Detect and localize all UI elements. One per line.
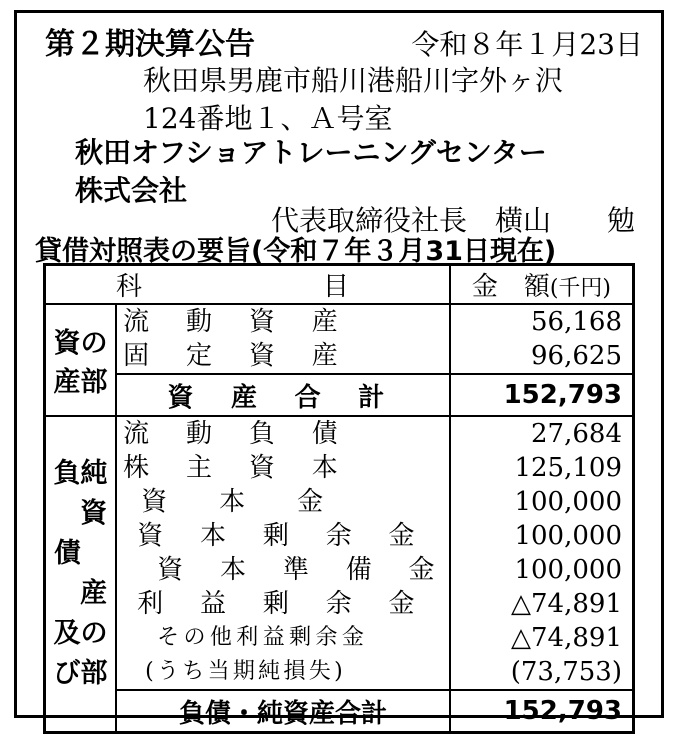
list-item: 株 主 資 本: [123, 453, 352, 483]
liabilities-amounts: [450, 416, 634, 690]
subject-header-2: 目: [322, 272, 349, 302]
amount-value: (73,753): [510, 657, 622, 687]
balance-sheet-title: 貸借対照表の要旨(令和７年３月31日現在): [35, 236, 557, 267]
list-item: 利 益 剰 余 金: [137, 589, 429, 619]
amount-unit: (千円): [549, 276, 612, 301]
liab-category-line-3: 債: [54, 538, 81, 569]
liabilities-category: [45, 416, 117, 733]
balance-sheet-table: [43, 263, 635, 734]
address-line-2: 124番地１、Ａ号室: [143, 102, 393, 135]
assets-total-value: 152,793: [450, 374, 634, 416]
subject-header: [45, 265, 450, 305]
assets-row: [45, 304, 634, 374]
representative: 代表取締役社長 横山 勉: [270, 204, 635, 237]
list-item: 資 本 準 備 金: [157, 555, 449, 585]
address-line-1: 秋田県男鹿市船川港船川字外ヶ沢: [143, 64, 564, 97]
amount-value: 100,000: [514, 555, 622, 585]
amount-value: △74,891: [511, 589, 622, 619]
liabilities-total-value: 152,793: [450, 690, 634, 733]
amount-value: 100,000: [514, 487, 622, 517]
list-item: 資 本 剰 余 金: [137, 521, 429, 551]
subject-header-1: 科: [116, 272, 143, 302]
list-item: 流 動 負 債: [123, 419, 352, 449]
liabilities-total-row: [45, 690, 634, 733]
company-name-line-2: 株式会社: [75, 174, 188, 207]
liabilities-items: [116, 416, 450, 690]
assets-total-label: 資 産 合 計: [116, 374, 450, 416]
liab-category-line-6: び部: [53, 658, 108, 689]
amount-value: 100,000: [514, 521, 622, 551]
amount-value: 125,109: [514, 453, 622, 483]
amount-header: [450, 265, 634, 305]
table-header-row: [45, 265, 634, 305]
notice-title: 第２期決算公告: [45, 27, 255, 62]
list-item: 資 本 金: [141, 487, 324, 517]
amount-value: 27,684: [531, 419, 622, 449]
liab-category-line-4: 産: [80, 578, 108, 609]
liab-category-line-2: 資: [80, 498, 108, 529]
liabilities-total-label: 負債・純資産合計: [116, 690, 450, 733]
liab-category-line-1: 負純: [53, 458, 108, 489]
company-name-line-1: 秋田オフショアトレーニングセンター: [75, 136, 547, 169]
list-item: (うち当期純損失): [145, 659, 346, 684]
assets-category-line-2: 産部: [53, 367, 108, 398]
amount-value: △74,891: [511, 623, 622, 653]
assets-category: [45, 304, 117, 416]
notice-date: 令和８年１月23日: [411, 28, 643, 61]
assets-amounts: [450, 304, 634, 374]
amount-header-label: 金 額: [471, 272, 550, 302]
amount-value: 96,625: [531, 341, 622, 371]
assets-total-row: [45, 374, 634, 416]
liab-category-line-5: 及の: [53, 618, 108, 649]
amount-value: 56,168: [531, 307, 622, 337]
list-item: その他利益剰余金: [157, 625, 369, 650]
assets-items: [116, 304, 450, 374]
public-notice-frame: [14, 10, 664, 729]
assets-category-line-1: 資の: [53, 328, 108, 359]
list-item: 固 定 資 産: [123, 341, 352, 371]
list-item: 流 動 資 産: [123, 307, 352, 337]
liabilities-row: [45, 416, 634, 690]
